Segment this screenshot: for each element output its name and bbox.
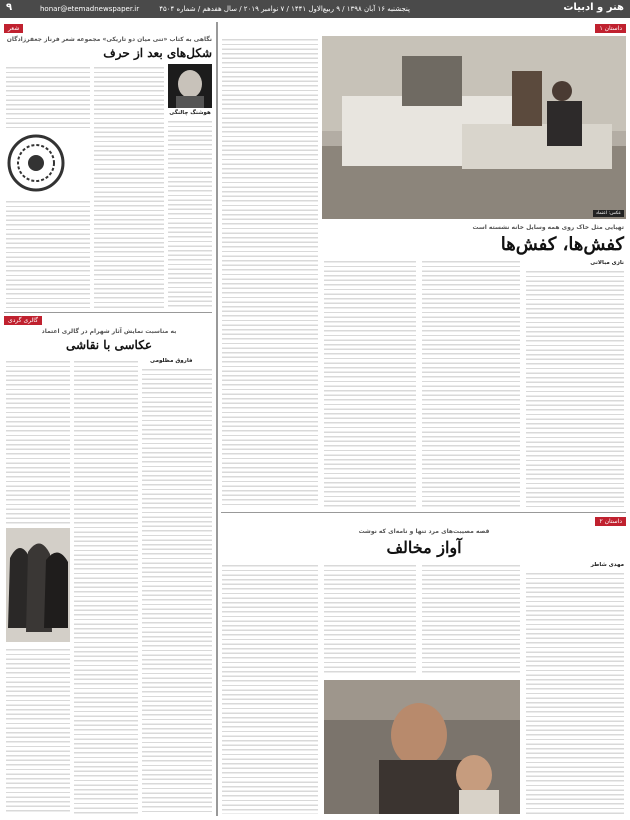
label-gallery: گالری گردی — [4, 316, 42, 325]
photo-credit: عکس: اعتماد — [593, 210, 624, 217]
decorative-seal-icon — [6, 132, 66, 194]
poetry-subhead: شکل‌های بعد از حرف — [103, 46, 212, 60]
story1-photo-svg — [322, 36, 626, 219]
story2-text-col2 — [422, 562, 520, 674]
gallery-kicker: به مناسبت نمایش آثار شهرام در گالری اعتماد — [41, 328, 177, 335]
label-dastan2: داستان ۲ — [595, 517, 626, 526]
gallery-text-col1 — [142, 366, 212, 814]
gallery-photo-svg — [6, 528, 70, 642]
story2-headline: آواز مخالف — [386, 538, 462, 557]
story2-photo — [324, 680, 520, 814]
story1-photo — [322, 36, 626, 219]
poetry-text-col2 — [94, 64, 164, 308]
gallery-photo — [6, 528, 70, 642]
poet-portrait-svg — [168, 64, 212, 108]
gallery-text-col2 — [74, 358, 138, 814]
poetry-text-col3 — [6, 64, 90, 128]
story2-text-col3 — [324, 562, 416, 674]
gallery-text-col3 — [6, 358, 70, 524]
poetry-text-col4 — [6, 198, 90, 308]
poetry-byline: هوشنگ چالنگی — [169, 110, 211, 116]
label-shear: شعر — [4, 24, 23, 33]
column-rule — [216, 22, 217, 816]
poetry-headline: نگاهی به کتاب «تنی میان دو تاریکی» مجموعه شعر فرناز جعفرزادگان — [6, 36, 212, 43]
story1-kicker: تهیایی مثل خاک روی همه وسایل خانه نشسته است — [472, 224, 624, 231]
story2-byline: مهدی شاطر — [590, 562, 624, 568]
poet-portrait — [168, 64, 212, 108]
story1-byline: نازی مبالانی — [590, 260, 624, 266]
website-link[interactable]: honar@etemadnewspaper.ir — [40, 5, 140, 13]
story2-photo-svg — [324, 680, 520, 814]
story2-kicker: قصه مصیبت‌های مرد تنها و نامه‌ای که نوشت — [358, 528, 490, 535]
divider — [4, 312, 212, 313]
section-title: هنر و ادبیات — [563, 2, 624, 13]
story1-headline: کفش‌ها، کفش‌ها — [500, 234, 624, 255]
dateline: پنجشنبه ۱۶ آبان ۱۳۹۸ / ۹ ربیع‌الاول ۱۴۴۱ / ۷ نوامبر ۲۰۱۹ / سال هفدهم / شماره ۴۵۰۴ — [159, 5, 410, 13]
page-header — [0, 0, 630, 18]
gallery-headline: عکاسی با نقاشی — [66, 338, 152, 352]
story1-text-col3 — [324, 258, 416, 508]
gallery-byline: فاروق مظلومی — [150, 358, 193, 364]
divider — [221, 512, 626, 513]
label-dastan1: داستان ۱ — [595, 24, 626, 33]
story1-text-col1 — [526, 268, 624, 508]
story1-text-col2 — [422, 258, 520, 508]
column-rule — [217, 22, 218, 816]
gallery-text-col4 — [6, 646, 70, 814]
story1-text-col4 — [222, 36, 318, 508]
poetry-text-col1 — [168, 118, 212, 308]
story2-text-col1 — [526, 570, 624, 814]
story2-text-col4 — [222, 562, 318, 814]
page-number: ۹ — [6, 2, 13, 13]
